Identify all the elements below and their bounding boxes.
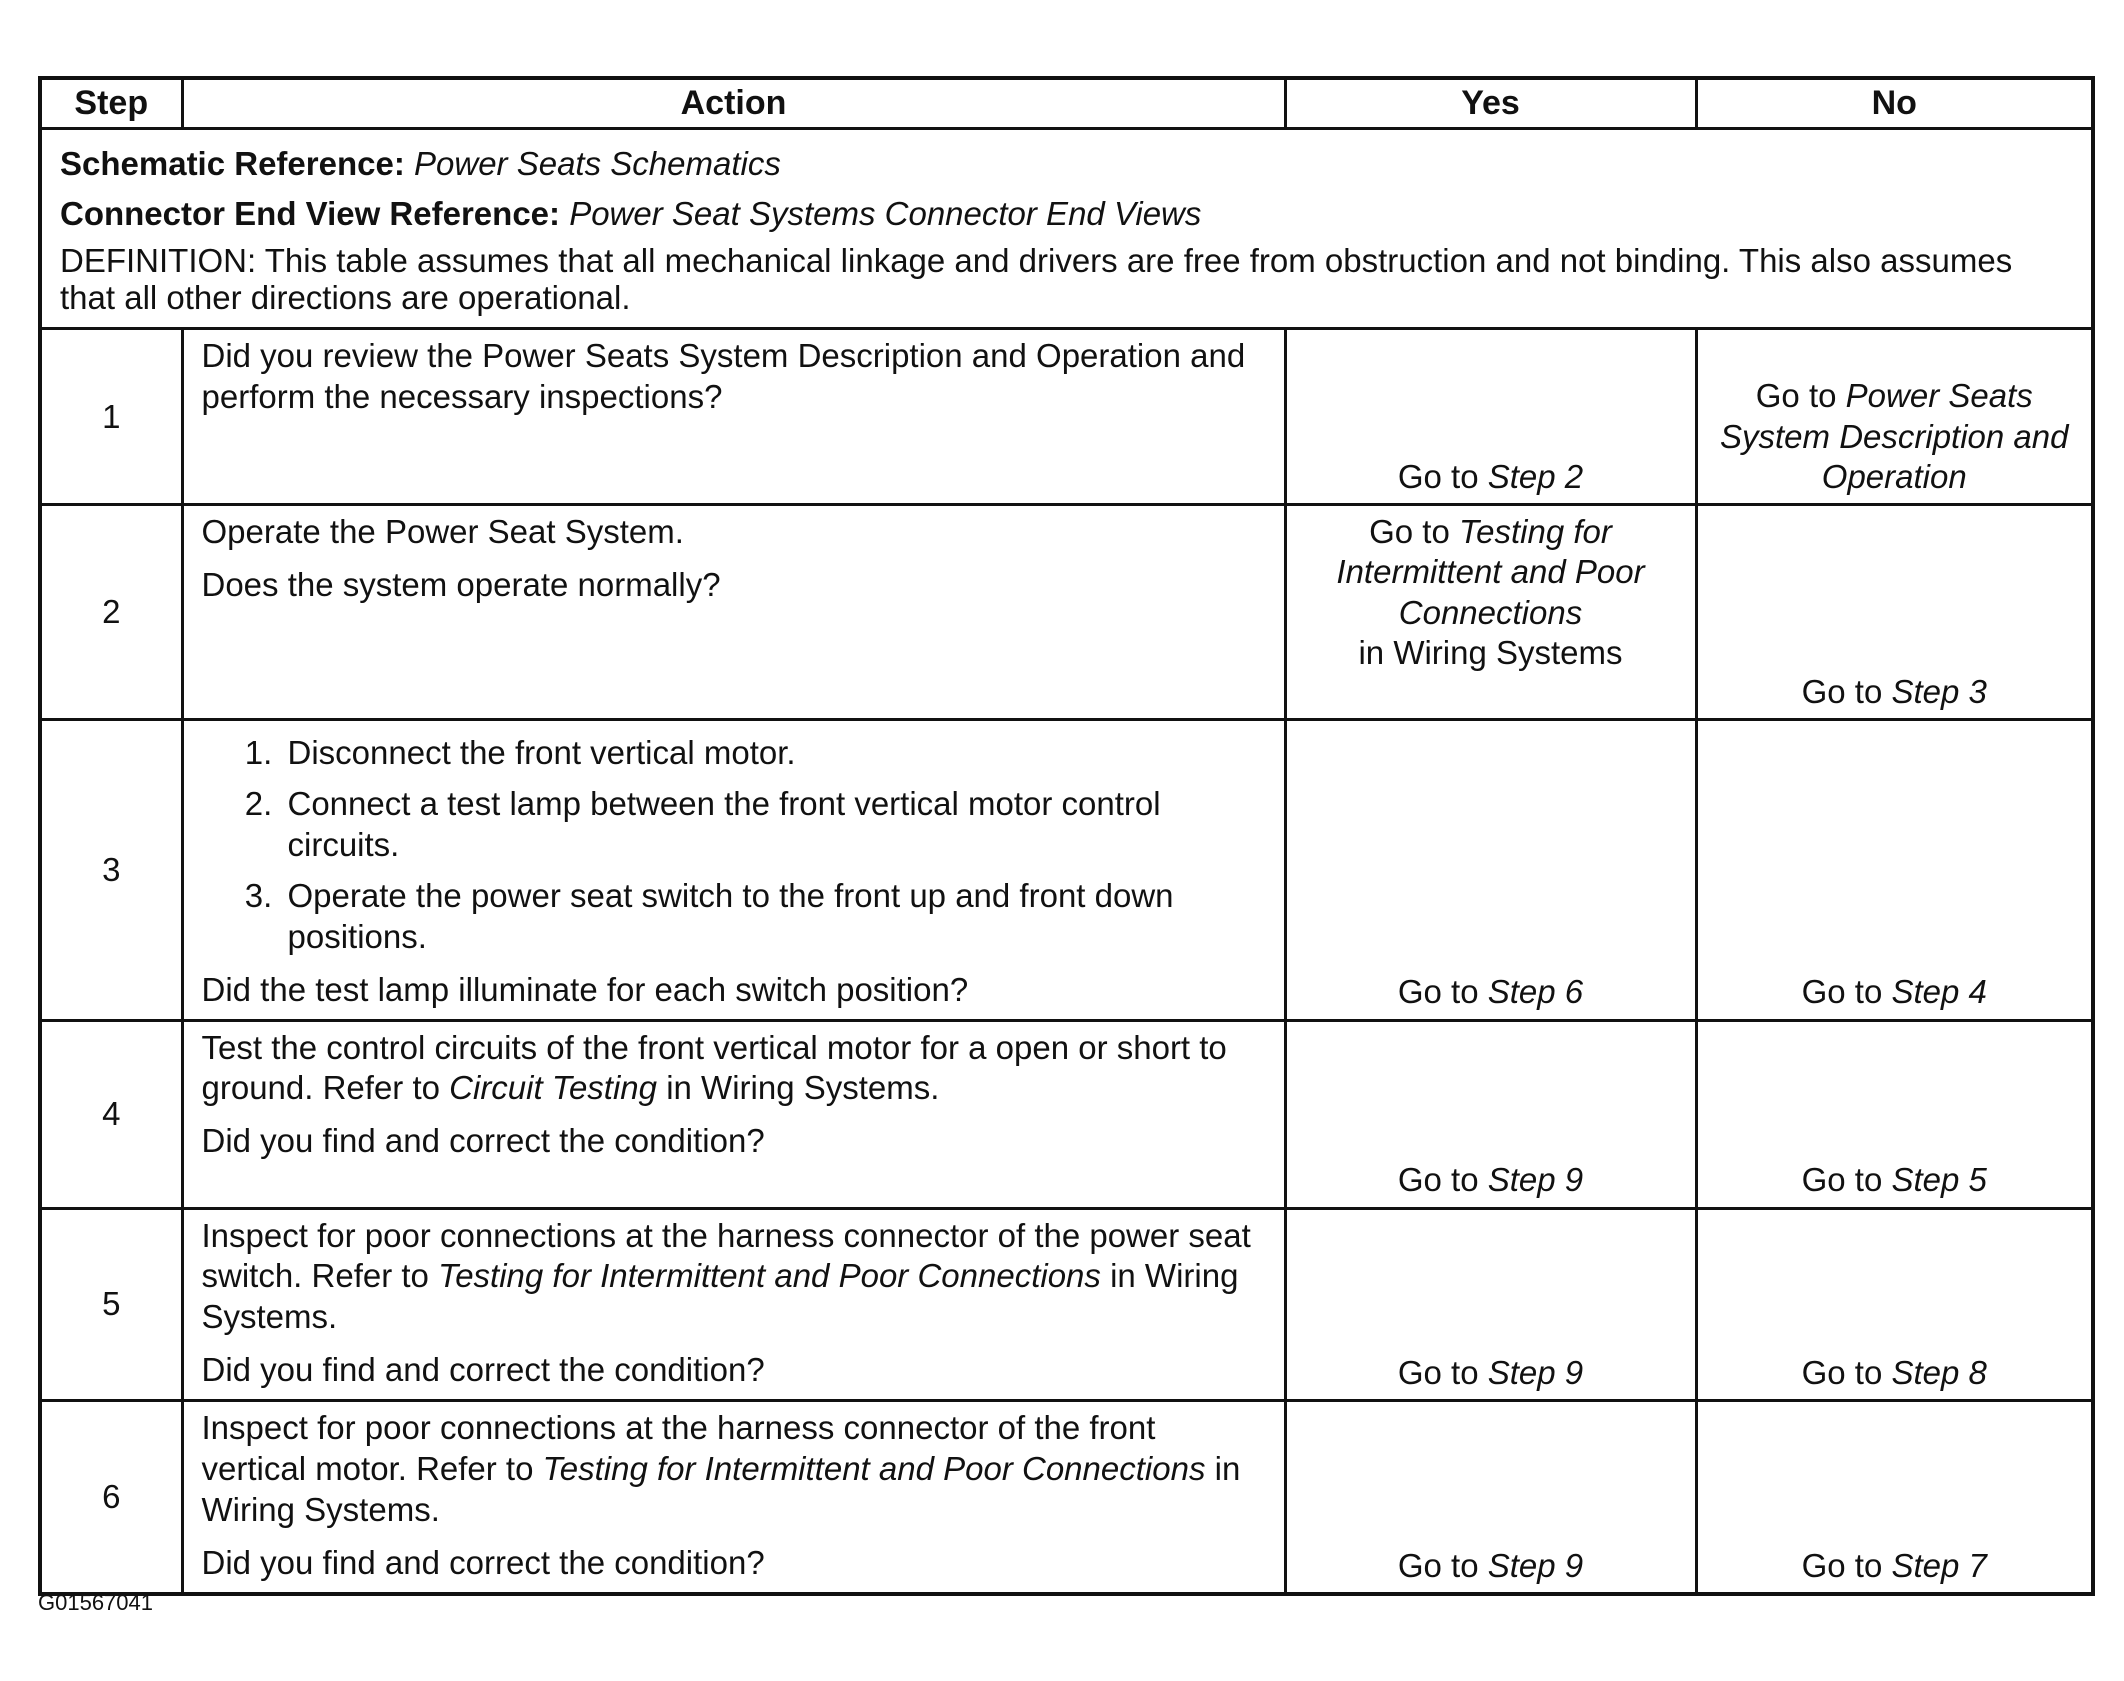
action-cell	[182, 505, 1285, 720]
yes-cell	[1285, 720, 1696, 1020]
schematic-reference-link[interactable]: Power Seats Schematics	[414, 145, 781, 182]
step-row-3	[40, 720, 2093, 1020]
yes-cell	[1285, 1401, 1696, 1594]
step-number: 4	[40, 1020, 182, 1208]
action-cell	[182, 329, 1285, 505]
no-column-header: No	[1696, 78, 2093, 129]
yes-link[interactable]: Step 2	[1487, 457, 1584, 495]
step-number: 1	[40, 329, 182, 505]
yes-cell	[1285, 1020, 1696, 1208]
no-prefix: Go to	[1801, 1546, 1892, 1584]
action-text: in Wiring Systems.	[201, 1257, 1239, 1336]
no-cell	[1696, 505, 2093, 720]
action-question: Did you review the Power Seats System Description and Operation and perform the necessary inspections?	[201, 337, 1246, 415]
action-question: Did you find and correct the condition?	[201, 1122, 765, 1160]
diagnostic-table	[38, 76, 2095, 1596]
step-row-6	[40, 1401, 2093, 1594]
yes-column-header: Yes	[1285, 78, 1696, 129]
step-number: 5	[40, 1208, 182, 1401]
action-text: Test the control circuits of the front vertical motor for a open or short to ground. Refer to	[201, 1028, 1227, 1107]
header-row	[40, 78, 2093, 129]
yes-prefix: Go to	[1397, 973, 1488, 1011]
yes-link[interactable]: Step 9	[1487, 1161, 1584, 1199]
yes-link[interactable]: Step 9	[1487, 1353, 1584, 1391]
step-row-2	[40, 505, 2093, 720]
action-cell	[182, 1401, 1285, 1594]
reference-cell	[40, 129, 2093, 329]
action-instruction	[202, 1216, 1266, 1339]
schematic-reference-label: Schematic Reference:	[60, 145, 405, 182]
step-row-4	[40, 1020, 2093, 1208]
no-link[interactable]: Step 5	[1891, 1161, 1987, 1199]
action-link[interactable]: Testing for Intermittent and Poor Connections	[542, 1450, 1206, 1488]
yes-prefix: Go to	[1397, 1161, 1488, 1199]
no-cell	[1696, 720, 2093, 1020]
yes-prefix: Go to	[1397, 457, 1488, 495]
no-link[interactable]: Step 4	[1891, 973, 1987, 1011]
figure-id: G01567041	[38, 1590, 153, 1615]
step-number: 3	[40, 720, 182, 1020]
no-cell	[1696, 1401, 2093, 1594]
no-link[interactable]: Power Seats System Description and Operation	[1720, 377, 2069, 495]
yes-cell	[1285, 505, 1696, 720]
yes-link[interactable]: Step 9	[1487, 1546, 1584, 1584]
substep-list	[202, 733, 1266, 958]
step-number: 6	[40, 1401, 182, 1594]
action-question: Does the system operate normally?	[201, 566, 721, 603]
action-cell	[182, 720, 1285, 1020]
action-link[interactable]: Circuit Testing	[449, 1069, 658, 1107]
action-instruction	[202, 1028, 1266, 1110]
yes-cell	[1285, 329, 1696, 505]
no-prefix: Go to	[1801, 672, 1892, 710]
step-column-header: Step	[40, 78, 182, 129]
substep-item: 3. Operate the power seat switch to the front up and front down positions.	[282, 876, 1266, 958]
action-instruction	[202, 1408, 1266, 1531]
connector-reference-link[interactable]: Power Seat Systems Connector End Views	[569, 194, 1202, 232]
step-row-5	[40, 1208, 2093, 1401]
yes-prefix: Go to	[1369, 513, 1459, 551]
no-link[interactable]: Step 7	[1891, 1546, 1987, 1584]
yes-prefix: Go to	[1397, 1353, 1488, 1391]
step-row-1	[40, 329, 2093, 505]
yes-prefix: Go to	[1397, 1546, 1488, 1584]
step-number: 2	[40, 505, 182, 720]
action-question: Did you find and correct the condition?	[201, 1543, 765, 1581]
no-cell	[1696, 329, 2093, 505]
yes-link[interactable]: Step 6	[1487, 973, 1584, 1011]
no-prefix: Go to	[1755, 377, 1846, 415]
connector-reference	[60, 194, 2073, 234]
yes-link[interactable]: Testing for Intermittent and Poor Connections	[1336, 513, 1645, 631]
action-text: in Wiring Systems.	[201, 1450, 1241, 1528]
no-link[interactable]: Step 8	[1891, 1353, 1987, 1391]
no-prefix: Go to	[1801, 973, 1892, 1011]
yes-cell	[1285, 1208, 1696, 1401]
action-text: Inspect for poor connections at the harness connector of the power seat switch. Refer to	[201, 1216, 1251, 1295]
no-prefix: Go to	[1801, 1353, 1892, 1391]
no-prefix: Go to	[1801, 1161, 1892, 1199]
action-text: Inspect for poor connections at the harness connector of the front vertical motor. Refer to	[201, 1409, 1156, 1488]
action-cell	[182, 1020, 1285, 1208]
no-cell	[1696, 1020, 2093, 1208]
action-instruction: Operate the Power Seat System.	[201, 513, 684, 551]
action-column-header: Action	[182, 78, 1285, 129]
yes-suffix: in Wiring Systems	[1358, 633, 1623, 671]
action-link[interactable]: Testing for Intermittent and Poor Connections	[438, 1257, 1101, 1295]
no-link[interactable]: Step 3	[1891, 672, 1987, 710]
action-cell	[182, 1208, 1285, 1401]
definition-text: DEFINITION: This table assumes that all mechanical linkage and drivers are free from obstruction and not binding. This also assumes that all other directions are operational.	[60, 242, 2013, 317]
substep-item: 1. Disconnect the front vertical motor.	[282, 733, 1266, 774]
no-cell	[1696, 1208, 2093, 1401]
connector-reference-label: Connector End View Reference:	[60, 194, 561, 232]
action-text: in Wiring Systems.	[657, 1069, 940, 1107]
substep-item: 2. Connect a test lamp between the front vertical motor control circuits.	[282, 784, 1266, 866]
reference-row	[40, 129, 2093, 329]
action-question: Did the test lamp illuminate for each switch position?	[201, 970, 969, 1008]
action-question: Did you find and correct the condition?	[201, 1351, 765, 1389]
schematic-reference	[60, 144, 2073, 184]
